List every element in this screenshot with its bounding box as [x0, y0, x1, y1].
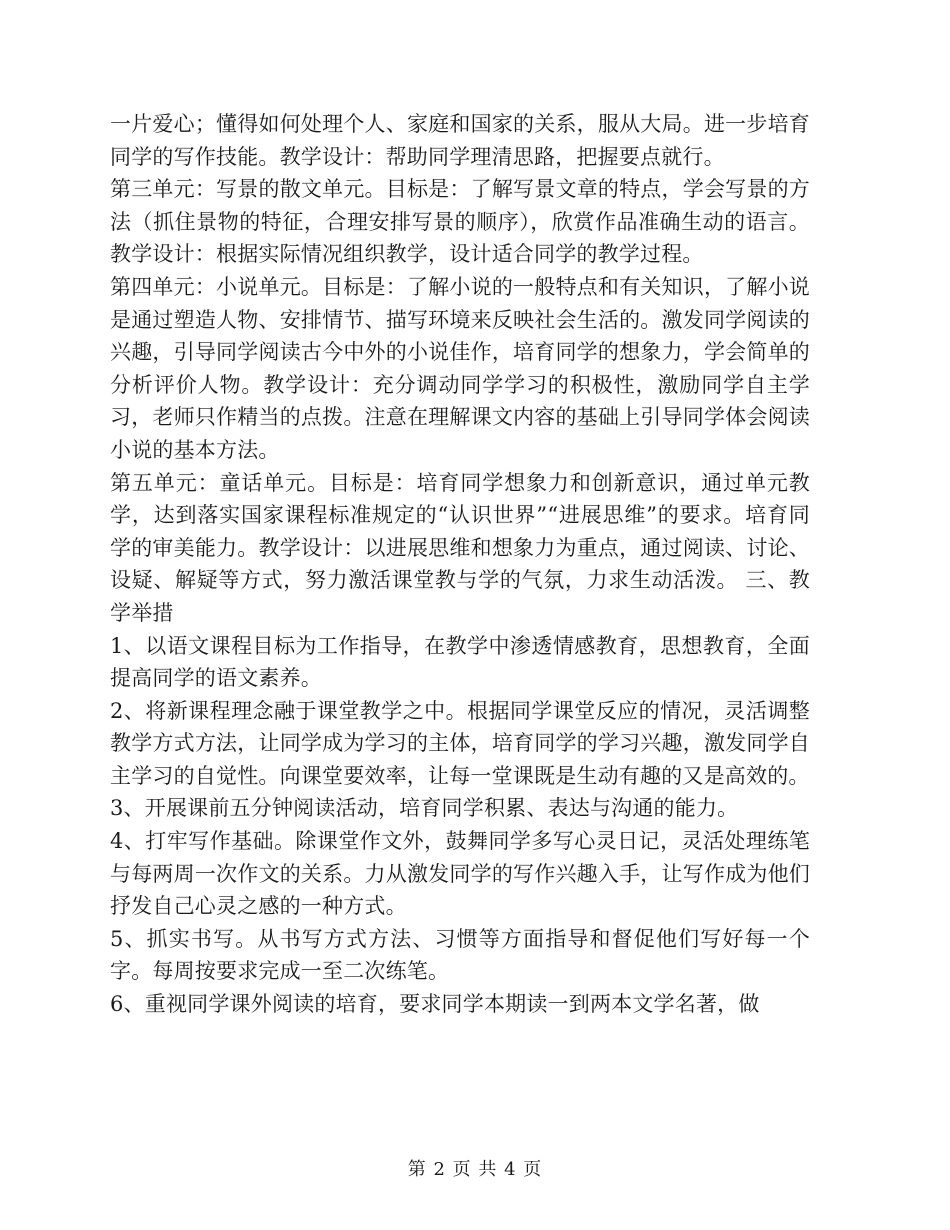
- paragraph-unit5: 第五单元：童话单元。目标是：培育同学想象力和创新意识，通过单元教学，达到落实国家课程标准规定的“认识世界”“进展思维”的要求。培育同学的审美能力。教学设计：以进展思维和想象力为重点，通过阅读、讨论、设疑、解疑等方式，努力激活课堂教与学的气氛，力求生动活泼。 三、教学举措: [110, 470, 810, 625]
- paragraph-unit2-end: 一片爱心；懂得如何处理个人、家庭和国家的关系，服从大局。进一步培育同学的写作技能。教学设计：帮助同学理清思路，把握要点就行。: [110, 112, 810, 169]
- paragraph-measure-6: 6、重视同学课外阅读的培育，要求同学本期读一到两本文学名著，做: [110, 992, 760, 1017]
- paragraph-measure-2: 2、将新课程理念融于课堂教学之中。根据同学课堂反应的情况，灵活调整教学方式方法，让同学成为学习的主体，培育同学的学习兴趣，激发同学自主学习的自觉性。向课堂要效率，让每一堂课既是生动有趣的又是高效的。: [110, 698, 810, 788]
- paragraph-unit3: 第三单元：写景的散文单元。目标是：了解写景文章的特点，学会写景的方法（抓住景物的特征，合理安排写景的顺序），欣赏作品准确生动的语言。教学设计：根据实际情况组织教学，设计适合同学的教学过程。: [110, 177, 810, 267]
- page-number-footer: 第 2 页 共 4 页: [407, 1159, 543, 1180]
- paragraph-measure-3: 3、开展课前五分钟阅读活动，培育同学积累、表达与沟通的能力。: [110, 796, 739, 821]
- paragraph-unit4: 第四单元：小说单元。目标是：了解小说的一般特点和有关知识，了解小说是通过塑造人物、安排情节、描写环境来反映社会生活的。激发同学阅读的兴趣，引导同学阅读古今中外的小说佳作，培育同学的想象力，学会简单的分析评价人物。教学设计：充分调动同学学习的积极性，激励同学自主学习，老师只作精当的点拨。注意在理解课文内容的基础上引导同学体会阅读小说的基本方法。: [110, 274, 810, 462]
- paragraph-measure-1: 1、以语文课程目标为工作指导，在教学中渗透情感教育，思想教育，全面提高同学的语文素养。: [110, 633, 810, 691]
- paragraph-measure-4: 4、打牢写作基础。除课堂作文外，鼓舞同学多写心灵日记，灵活处理练笔与每两周一次作文的关系。力从激发同学的写作兴趣入手，让写作成为他们抒发自己心灵之感的一种方式。: [110, 829, 810, 919]
- paragraph-measure-5: 5、抓实书写。从书写方式方法、习惯等方面指导和督促他们写好每一个字。每周按要求完成一至二次练笔。: [110, 926, 810, 984]
- body-text: [110, 108, 810, 1021]
